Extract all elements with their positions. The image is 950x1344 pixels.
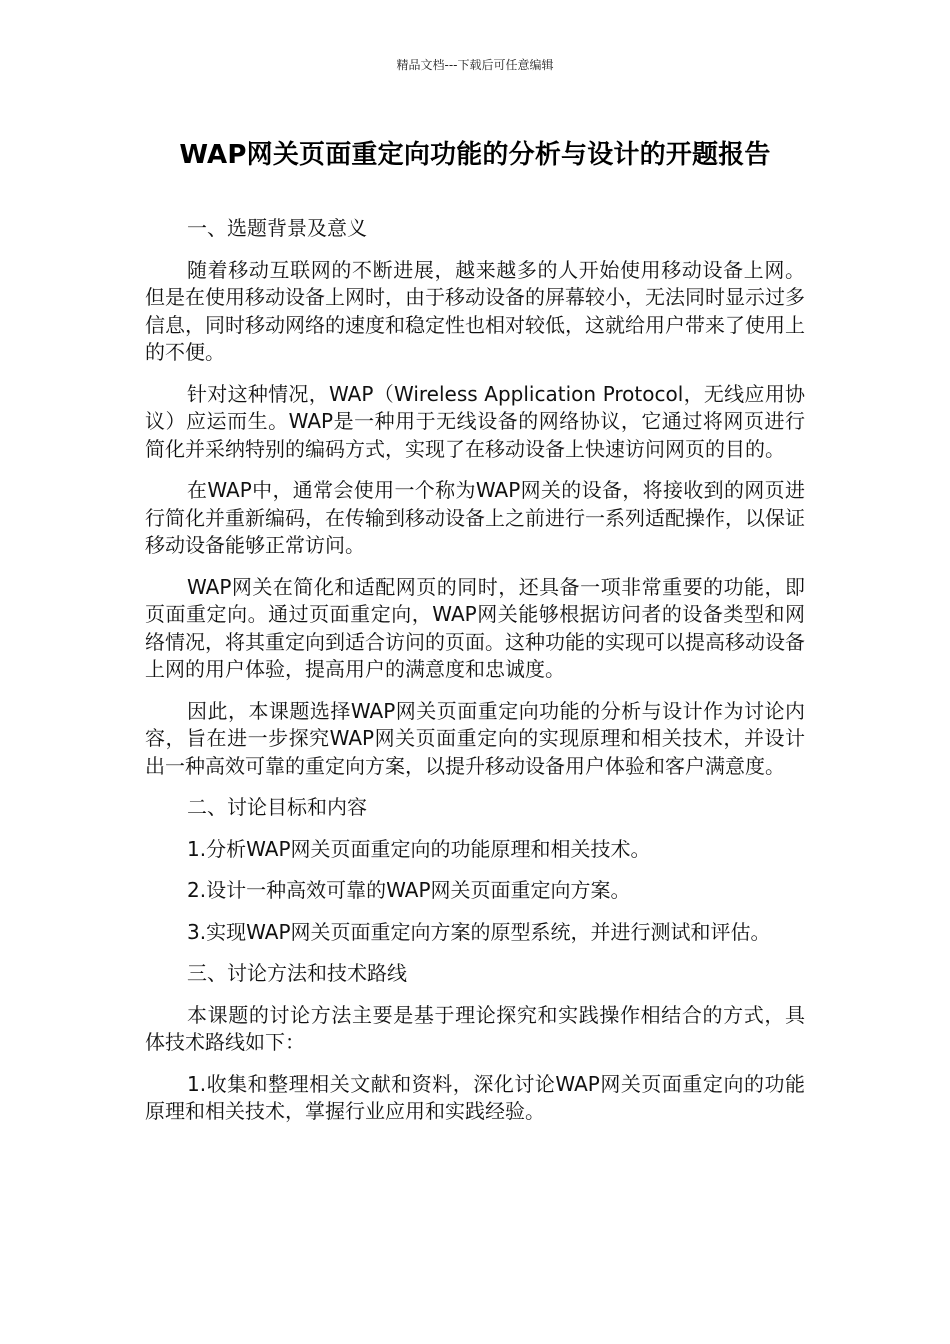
list-item: 3.实现WAP网关页面重定向方案的原型系统，并进行测试和评估。 (187, 919, 771, 944)
section-heading: 一、选题背景及意义 (187, 216, 367, 240)
body-paragraph: 在WAP中，通常会使用一个称为WAP网关的设备，将接收到的网页进行简化并重新编码，在传输到移动设备上之前进行一系列适配操作，以保证移动设备能够正常访问。 (145, 478, 805, 557)
section-goals (145, 794, 805, 946)
document-body (145, 215, 805, 1140)
body-paragraph: WAP网关在简化和适配网页的同时，还具备一项非常重要的功能，即页面重定向。通过页面重定向，WAP网关能够根据访问者的设备类型和网络情况，将其重定向到适合访问的页面。这种功能的实现可以提高移动设备上网的用户体验，提高用户的满意度和忠诚度。 (145, 574, 805, 681)
body-paragraph: 随着移动互联网的不断进展，越来越多的人开始使用移动设备上网。但是在使用移动设备上网时，由于移动设备的屏幕较小，无法同时显示过多信息，同时移动网络的速度和稳定性也相对较低，这就给用户带来了使用上的不便。 (145, 257, 805, 364)
body-paragraph: 针对这种情况，WAP（Wireless Application Protocol，无线应用协议）应运而生。WAP是一种用于无线设备的网络协议，它通过将网页进行简化并采纳特别的编码方式，实现了在移动设备上快速访问网页的目的。 (145, 381, 805, 461)
body-paragraph: 因此，本课题选择WAP网关页面重定向功能的分析与设计作为讨论内容，旨在进一步探究WAP网关页面重定向的实现原理和相关技术，并设计出一种高效可靠的重定向方案，以提升移动设备用户体验和客户满意度。 (145, 698, 805, 778)
section-heading: 三、讨论方法和技术路线 (187, 961, 407, 985)
list-item: 2.设计一种高效可靠的WAP网关页面重定向方案。 (187, 878, 631, 902)
list-item: 1.分析WAP网关页面重定向的功能原理和相关技术。 (187, 836, 651, 861)
section-background (145, 215, 805, 780)
list-item: 1.收集和整理相关文献和资料，深化讨论WAP网关页面重定向的功能原理和相关技术，掌握行业应用和实践经验。 (145, 1071, 805, 1123)
page-header: 精品文档---下载后可任意编辑 (396, 58, 554, 72)
section-methods (145, 960, 805, 1126)
document-title: WAP网关页面重定向功能的分析与设计的开题报告 (179, 140, 771, 170)
section-heading: 二、讨论目标和内容 (187, 795, 367, 819)
body-paragraph: 本课题的讨论方法主要是基于理论探究和实践操作相结合的方式，具体技术路线如下： (145, 1002, 805, 1054)
